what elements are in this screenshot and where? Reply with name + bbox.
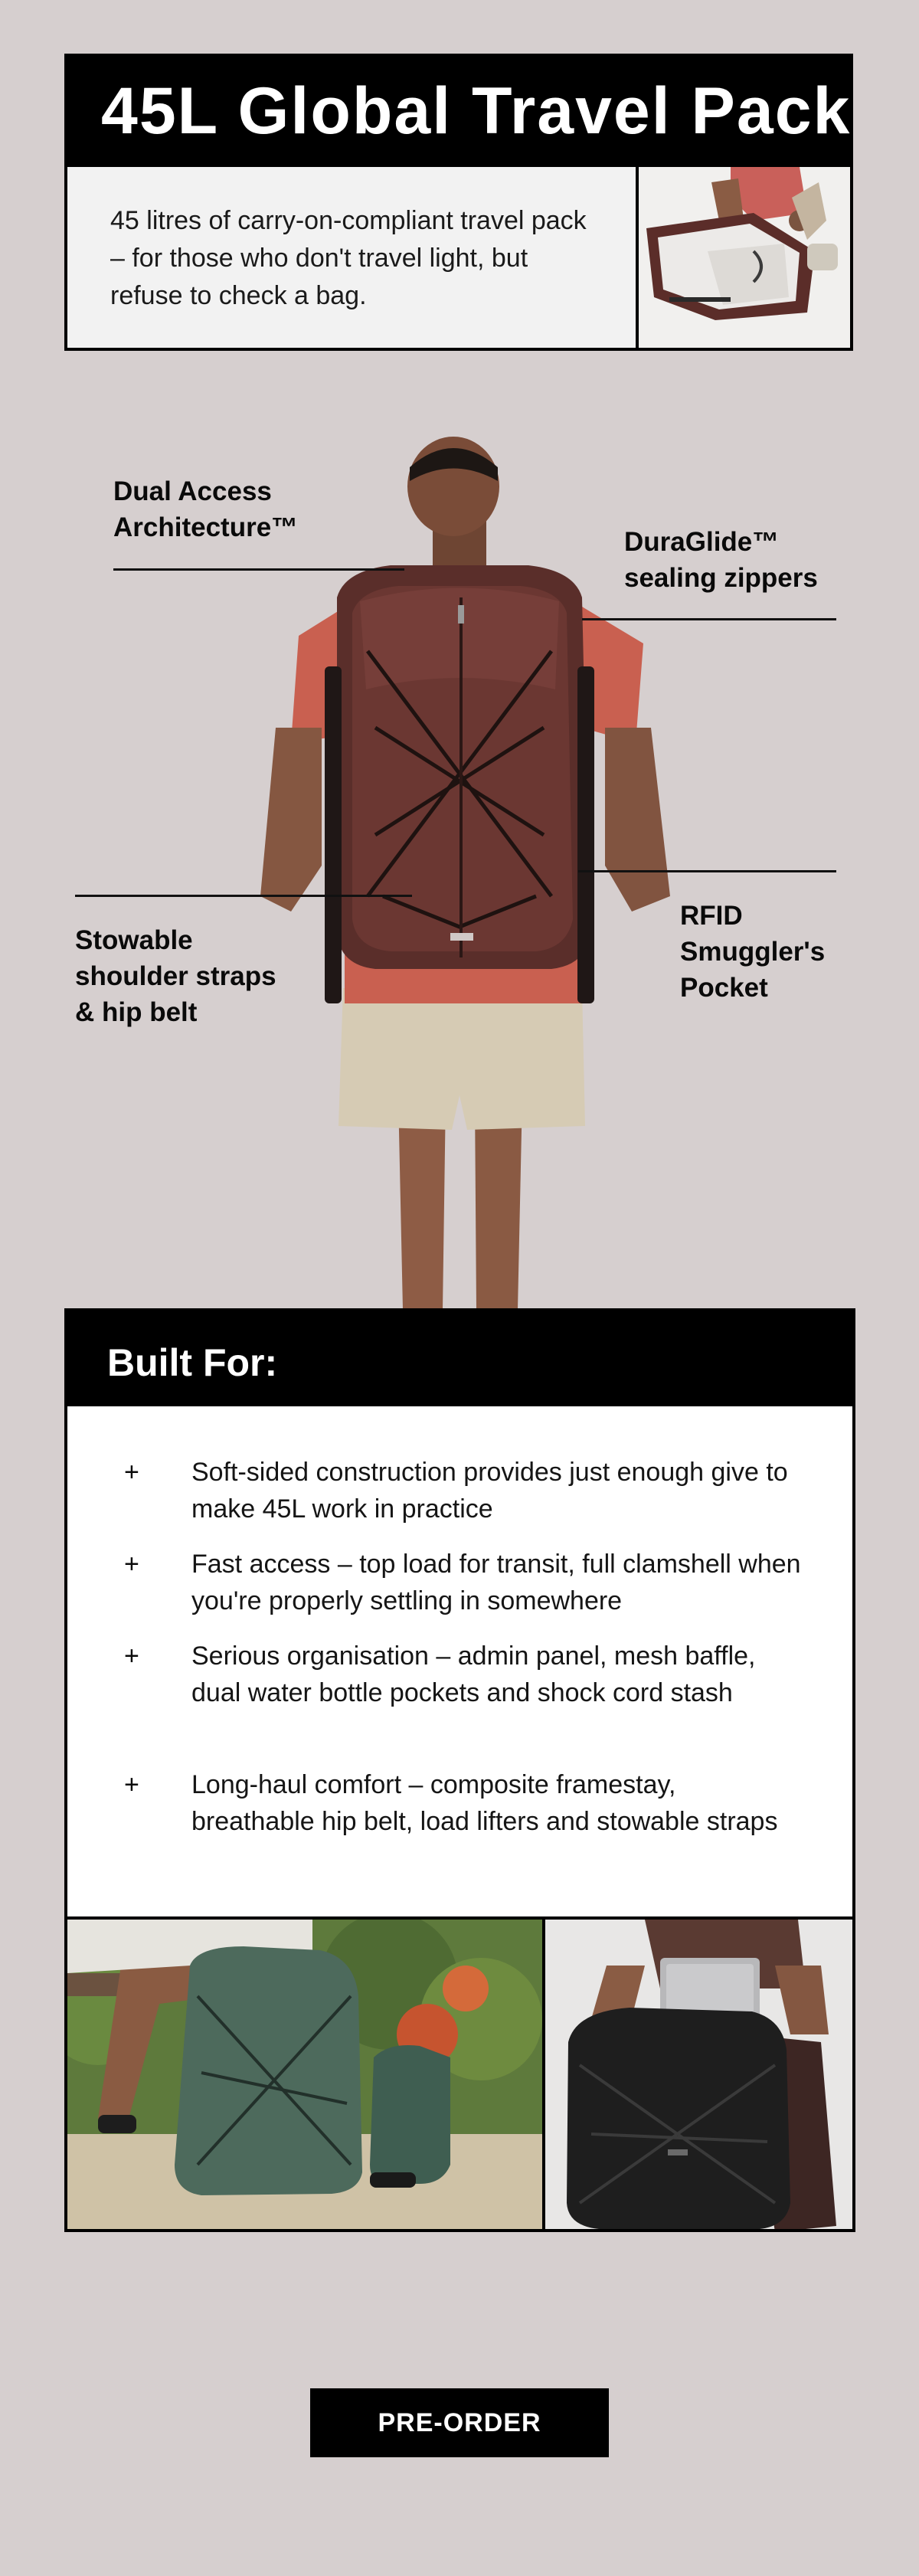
callout-rfid [680,898,825,1006]
built-for-header [67,1311,852,1406]
callout-straps-line1: Stowable [75,925,193,955]
callout-zippers [624,524,818,596]
hero-card [64,54,853,351]
studio-black-pack-photo [545,1920,852,2232]
built-for-card [64,1308,855,2232]
page-title: 45L Global Travel Pack [101,74,852,148]
callout-zippers-leader [582,618,836,620]
callout-straps-leader [75,895,412,897]
callout-dual-access-line1: Dual Access [113,476,272,506]
list-item-text: Fast access – top load for transit, full clamshell when you're properly settling in somewhere [191,1550,801,1615]
callout-rfid-line2: Smuggler's [680,937,826,967]
callout-zippers-line1: DuraGlide™ [624,527,780,557]
callout-straps-line3: & hip belt [75,997,198,1027]
plus-icon: + [124,1770,139,1799]
lifestyle-photo-row [67,1916,852,2232]
hero-packing-photo [639,167,850,348]
built-for-title: Built For: [107,1341,278,1384]
plus-icon: + [124,1458,139,1487]
hero-description-panel [67,167,636,348]
hero-title-bar [67,57,850,167]
callout-straps-line2: shoulder straps [75,961,276,991]
callout-zippers-line2: sealing zippers [624,563,818,593]
pre-order-button[interactable]: PRE-ORDER [310,2388,609,2457]
outdoor-green-pack-photo [67,1920,542,2232]
callout-dual-access-leader [113,568,404,571]
callout-dual-access [113,473,298,545]
callout-dual-access-line2: Architecture™ [113,512,299,542]
callout-rfid-line1: RFID [680,901,743,931]
list-item-text: Soft-sided construction provides just enough give to make 45L work in practice [191,1458,788,1524]
model-with-backpack-photo [245,437,674,1310]
callout-rfid-line3: Pocket [680,973,768,1003]
list-item-text: Long-haul comfort – composite framestay, breathable hip belt, load lifters and stowable straps [191,1770,778,1836]
callout-rfid-leader [578,870,836,872]
hero-description: 45 litres of carry-on-compliant travel pack – for those who don't travel light, but refuse to check a bag. [110,206,587,310]
callout-straps [75,922,276,1030]
plus-icon: + [124,1550,139,1579]
plus-icon: + [124,1642,139,1671]
list-item-text: Serious organisation – admin panel, mesh baffle, dual water bottle pockets and shock cord stash [191,1642,756,1707]
